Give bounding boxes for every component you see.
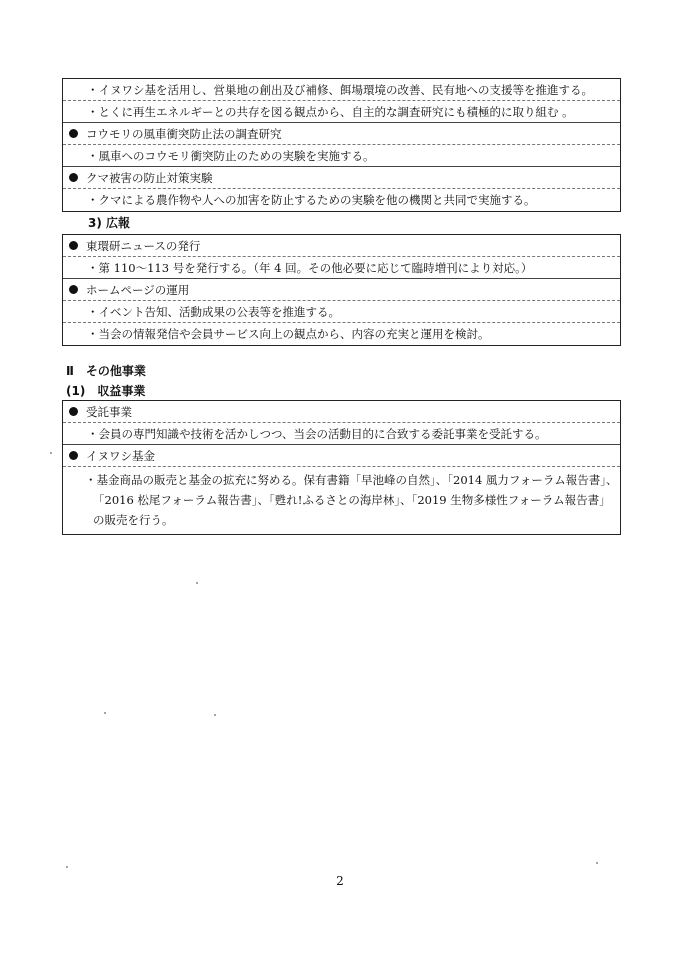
section-heading-bear bbox=[63, 167, 620, 189]
part-title-other-business: Ⅱ その他事業 bbox=[66, 364, 146, 378]
list-item: ・第 110〜113 号を発行する。（年 4 回。その他必要に応じて臨時増刊により対応。） bbox=[63, 257, 620, 279]
fund-description bbox=[63, 467, 620, 534]
subsection-title-revenue: (1) 収益事業 bbox=[66, 384, 146, 398]
list-item: ・クマによる農作物や人への加害を防止するための実験を他の機関と共同で実施する。 bbox=[87, 193, 536, 207]
heading-text: イヌワシ基金 bbox=[86, 448, 155, 463]
section-heading-bat bbox=[63, 123, 620, 145]
scan-speck bbox=[104, 712, 106, 714]
heading-text: クマ被害の防止対策実験 bbox=[86, 170, 213, 185]
section-heading-website bbox=[63, 279, 620, 301]
scan-speck bbox=[66, 866, 68, 868]
activity-table-2 bbox=[62, 234, 621, 346]
list-item: ・とくに再生エネルギーとの共存を図る観点から、自主的な調査研究にも積極的に取り組む 。 bbox=[63, 101, 620, 123]
section-heading-fund bbox=[63, 445, 620, 467]
section-heading-contract bbox=[63, 401, 620, 423]
scan-speck bbox=[596, 862, 598, 864]
heading-text: コウモリの風車衝突防止法の調査研究 bbox=[86, 126, 282, 141]
bullet-icon bbox=[69, 241, 78, 250]
page-number: 2 bbox=[336, 874, 344, 888]
list-item: ・風車へのコウモリ衝突防止のための実験を実施する。 bbox=[63, 145, 620, 167]
bullet-icon bbox=[69, 129, 78, 138]
activity-table-3 bbox=[62, 400, 621, 535]
scan-speck bbox=[50, 452, 52, 454]
list-item: ・イヌワシ基を活用し、営巣地の創出及び補修、餌場環境の改善、民有地への支援等を推進する。 bbox=[63, 79, 620, 101]
bullet-icon bbox=[69, 451, 78, 460]
heading-text: 受託事業 bbox=[86, 404, 132, 419]
text-line: ・基金商品の販売と基金の拡充に努める。保有書籍「早池峰の自然」、「2014 風力フォーラム報告書」、 bbox=[85, 473, 618, 487]
bullet-icon bbox=[69, 407, 78, 416]
heading-text: ホームページの運用 bbox=[86, 282, 190, 297]
scan-speck bbox=[214, 714, 216, 716]
text-line: の販売を行う。 bbox=[93, 513, 174, 527]
section-title-pr: 3) 広報 bbox=[88, 216, 131, 230]
bullet-icon bbox=[69, 285, 78, 294]
list-item: ・当会の情報発信や会員サービス向上の観点から、内容の充実と運用を検討。 bbox=[87, 327, 490, 341]
scan-speck bbox=[196, 582, 198, 584]
section-heading-news bbox=[63, 235, 620, 257]
list-item: ・イベント告知、活動成果の公表等を推進する。 bbox=[63, 301, 620, 323]
heading-text: 東環研ニュースの発行 bbox=[86, 238, 201, 253]
bullet-icon bbox=[69, 173, 78, 182]
list-item: ・会員の専門知識や技術を活かしつつ、当会の活動目的に合致する委託事業を受託する。 bbox=[63, 423, 620, 445]
text-line: 「2016 松尾フォーラム報告書」、「甦れ!ふるさとの海岸林」、「2019 生物多様性フォーラム報告書」 bbox=[93, 493, 611, 507]
activity-table-1 bbox=[62, 78, 621, 212]
